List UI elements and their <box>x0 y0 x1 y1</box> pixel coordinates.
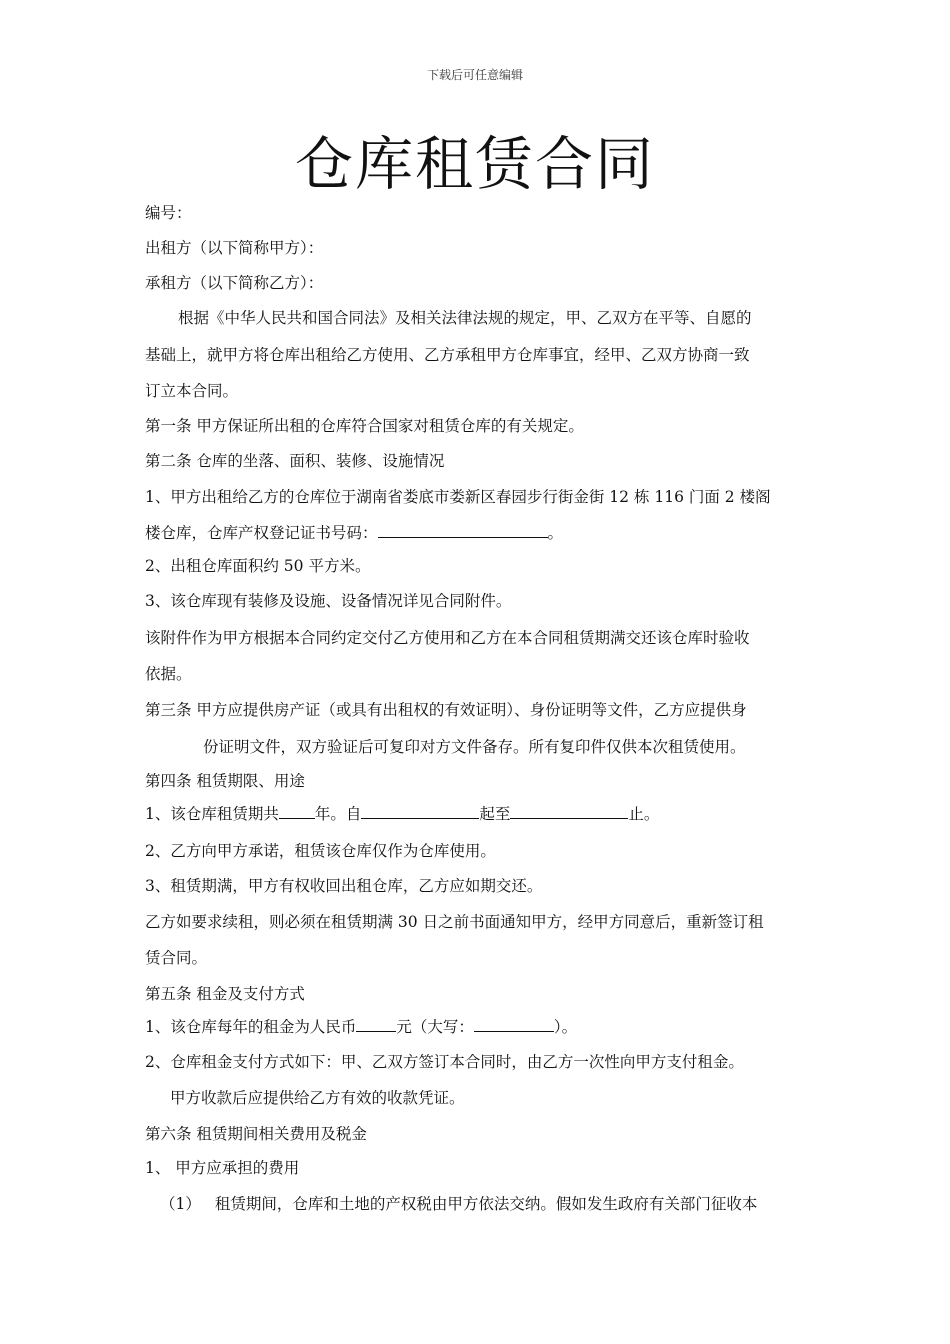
text-segment: 1、该仓库租赁期共 <box>145 805 279 823</box>
preamble-line-1: 根据《中华人民共和国合同法》及相关法律法规的规定，甲、乙双方在平等、自愿的 <box>178 309 752 327</box>
article-4-item-2: 2、乙方向甲方承诺，租赁该仓库仅作为仓库使用。 <box>145 842 496 860</box>
article-5-item-2-cont: 甲方收款后应提供给乙方有效的收款凭证。 <box>170 1089 465 1107</box>
text-segment: 起至 <box>479 805 511 823</box>
article-1: 第一条 甲方保证所出租的仓库符合国家对租赁仓库的有关规定。 <box>145 417 584 435</box>
article-2-item-3: 3、该仓库现有装修及设施、设备情况详见合同附件。 <box>145 592 512 610</box>
lessee-line: 承租方（以下简称乙方）： <box>145 274 324 292</box>
article-6-item-1-1 <box>160 1194 757 1214</box>
renewal-line-2: 赁合同。 <box>145 949 208 967</box>
rent-amount-blank[interactable] <box>356 1017 396 1032</box>
article-6-heading: 第六条 租赁期间相关费用及税金 <box>145 1125 367 1143</box>
text-segment: 1、该仓库每年的租金为人民币 <box>145 1018 357 1036</box>
article-5-heading: 第五条 租金及支付方式 <box>145 985 305 1003</box>
article-2-heading: 第二条 仓库的坐落、面积、装修、设施情况 <box>145 452 445 470</box>
article-2-item-1: 1、甲方出租给乙方的仓库位于湖南省娄底市娄新区春园步行街金街 12 栋 116 门面 2 楼阁 <box>145 488 771 506</box>
lessor-line: 出租方（以下简称甲方）： <box>145 239 324 257</box>
article-4-item-3: 3、租赁期满，甲方有权收回出租仓库，乙方应如期交还。 <box>145 877 543 895</box>
text-segment: 楼仓库，仓库产权登记证书号码： <box>145 524 378 542</box>
renewal-line-1: 乙方如要求续租，则必须在租赁期满 30 日之前书面通知甲方，经甲方同意后，重新签订租 <box>145 913 764 931</box>
rent-amount-words-blank[interactable] <box>474 1017 554 1032</box>
text-segment: 租赁期间，仓库和土地的产权税由甲方依法交纳。假如发生政府有关部门征收本 <box>214 1195 758 1213</box>
article-2-item-2: 2、出租仓库面积约 50 平方米。 <box>145 557 371 575</box>
text-segment: 。 <box>547 524 564 542</box>
lease-end-blank[interactable] <box>510 804 628 819</box>
text-segment: 元（大写： <box>396 1018 474 1036</box>
text-segment: 止。 <box>628 805 660 823</box>
lease-years-blank[interactable] <box>279 804 315 819</box>
certificate-number-blank[interactable] <box>378 523 548 538</box>
annex-line-2: 依据。 <box>145 665 192 683</box>
article-5-item-2: 2、仓库租金支付方式如下：甲、乙双方签订本合同时，由乙方一次性向甲方支付租金。 <box>145 1053 744 1071</box>
document-title: 仓库租赁合同 <box>294 130 655 198</box>
text-segment: ）。 <box>553 1018 578 1036</box>
article-4-item-1 <box>145 804 659 824</box>
item-number: （1） <box>160 1195 201 1213</box>
article-5-item-1 <box>145 1017 577 1037</box>
contract-number-line: 编号： <box>145 204 192 222</box>
preamble-line-2: 基础上，就甲方将仓库出租给乙方使用、乙方承租甲方仓库事宜，经甲、乙双方协商一致 <box>145 346 750 364</box>
article-3: 第三条 甲方应提供房产证（或具有出租权的有效证明）、身份证明等文件，乙方应提供身 <box>145 701 747 719</box>
preamble-line-3: 订立本合同。 <box>145 382 239 400</box>
page-header: 下载后可任意编辑 <box>426 68 523 82</box>
article-3-cont: 份证明文件，双方验证后可复印对方文件备存。所有复印件仅供本次租赁使用。 <box>203 738 746 756</box>
text-segment: 年。自 <box>314 805 362 823</box>
article-4-heading: 第四条 租赁期限、用途 <box>145 772 305 790</box>
annex-line-1: 该附件作为甲方根据本合同约定交付乙方使用和乙方在本合同租赁期满交还该仓库时验收 <box>145 629 750 647</box>
article-6-item-1: 1、 甲方应承担的费用 <box>145 1159 300 1177</box>
lease-start-blank[interactable] <box>361 804 479 819</box>
article-2-item-1-cont <box>145 523 563 543</box>
